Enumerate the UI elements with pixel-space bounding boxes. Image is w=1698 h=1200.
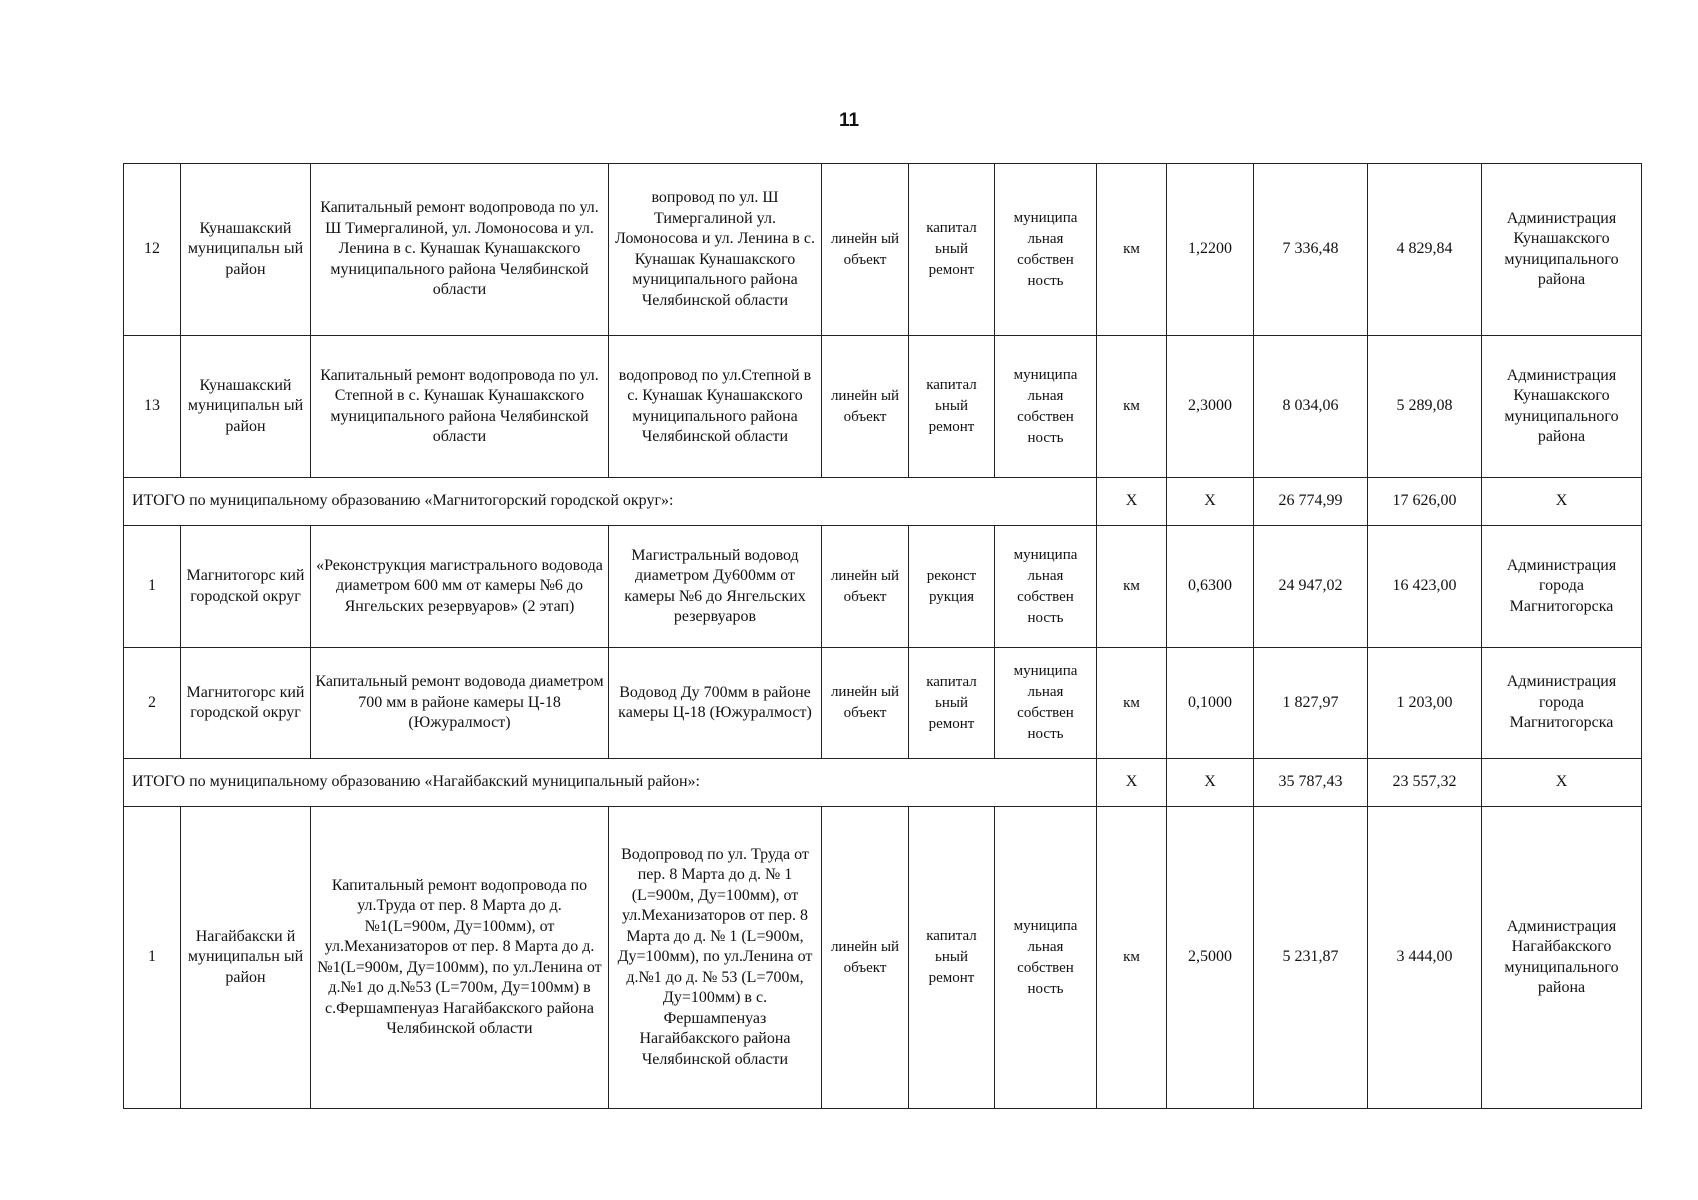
amount-cell: 1 203,00 xyxy=(1368,648,1482,759)
object-type-cell: линейн ый объект xyxy=(822,648,909,759)
project-name-cell: Капитальный ремонт водопровода по ул.Труда от пер. 8 Марта до д. №1(L=900м, Ду=100мм), от ул.Механизаторов от пер. 8 Марта до д. №1(L=900м, Ду=100мм), по ул.Ленина от д.№1 до д.№53 (L=700м, Ду=100мм) в с.Фершампенуаз Нагайбакского района Челябинской области xyxy=(311,807,609,1109)
unit-cell: Х xyxy=(1097,759,1167,807)
capacity-cell: 0,6300 xyxy=(1167,526,1254,648)
project-name-cell: Капитальный ремонт водопровода по ул. Степной в с. Кунашак Кунашакского муниципального района Челябинской области xyxy=(311,336,609,478)
total-cost-cell: 24 947,02 xyxy=(1254,526,1368,648)
customer-cell: Администрация города Магнитогорска xyxy=(1482,648,1642,759)
total-cost-cell: 35 787,43 xyxy=(1254,759,1368,807)
object-cell: Водопровод по ул. Труда от пер. 8 Марта до д. № 1 (L=900м, Ду=100мм), от ул.Механизаторов от пер. 8 Марта до д. № 1 (L=900м, Ду=100мм), по ул.Ленина от д.№1 до д. № 53 (L=700м, Ду=100мм) в с. Фершампенуаз Нагайбакского района Челябинской области xyxy=(609,807,822,1109)
ownership-cell: муниципа льная собствен ность xyxy=(995,164,1097,336)
row-number: 1 xyxy=(124,526,181,648)
work-type-cell: реконст рукция xyxy=(909,526,995,648)
capacity-cell: Х xyxy=(1167,759,1254,807)
object-cell: водопровод по ул.Степной в с. Кунашак Кунашакского муниципального района Челябинской области xyxy=(609,336,822,478)
object-cell: Водовод Ду 700мм в районе камеры Ц-18 (Южуралмост) xyxy=(609,648,822,759)
work-type-cell: капитал ьный ремонт xyxy=(909,164,995,336)
ownership-cell: муниципа льная собствен ность xyxy=(995,648,1097,759)
total-cost-cell: 26 774,99 xyxy=(1254,478,1368,526)
row-number: 2 xyxy=(124,648,181,759)
object-cell: Магистральный водовод диаметром Ду600мм от камеры №6 до Янгельских резервуаров xyxy=(609,526,822,648)
object-cell: вопровод по ул. Ш Тимергалиной ул. Ломоносова и ул. Ленина в с. Кунашак Кунашакского муниципального района Челябинской области xyxy=(609,164,822,336)
amount-cell: 16 423,00 xyxy=(1368,526,1482,648)
object-type-cell: линейн ый объект xyxy=(822,164,909,336)
object-type-cell: линейн ый объект xyxy=(822,807,909,1109)
row-number: 1 xyxy=(124,807,181,1109)
amount-cell: 23 557,32 xyxy=(1368,759,1482,807)
district-cell: Кунашакский муниципальн ый район xyxy=(181,164,311,336)
project-name-cell: «Реконструкция магистрального водовода диаметром 600 мм от камеры №6 до Янгельских резервуаров» (2 этап) xyxy=(311,526,609,648)
amount-cell: 5 289,08 xyxy=(1368,336,1482,478)
customer-cell: Администрация города Магнитогорска xyxy=(1482,526,1642,648)
capacity-cell: 1,2200 xyxy=(1167,164,1254,336)
district-cell: Нагайбакски й муниципальн ый район xyxy=(181,807,311,1109)
work-type-cell: капитал ьный ремонт xyxy=(909,336,995,478)
row-number: 13 xyxy=(124,336,181,478)
table-row xyxy=(124,648,1642,759)
capacity-cell: 2,5000 xyxy=(1167,807,1254,1109)
unit-cell: км xyxy=(1097,648,1167,759)
customer-cell: Администрация Кунашакского муниципального района xyxy=(1482,164,1642,336)
customer-cell: Администрация Кунашакского муниципального района xyxy=(1482,336,1642,478)
work-type-cell: капитал ьный ремонт xyxy=(909,807,995,1109)
object-type-cell: линейн ый объект xyxy=(822,336,909,478)
row-number: 12 xyxy=(124,164,181,336)
table-row xyxy=(124,336,1642,478)
district-cell: Магнитогорс кий городской округ xyxy=(181,648,311,759)
table-row xyxy=(124,164,1642,336)
project-name-cell: Капитальный ремонт водопровода по ул. Ш Тимергалиной, ул. Ломоносова и ул. Ленина в с. Кунашак Кунашакского муниципального района Челябинской области xyxy=(311,164,609,336)
total-label: ИТОГО по муниципальному образованию «Магнитогорский городской округ»: xyxy=(124,478,1097,526)
capacity-cell: 0,1000 xyxy=(1167,648,1254,759)
district-cell: Магнитогорс кий городской округ xyxy=(181,526,311,648)
unit-cell: км xyxy=(1097,336,1167,478)
table-row xyxy=(124,807,1642,1109)
object-type-cell: линейн ый объект xyxy=(822,526,909,648)
total-cost-cell: 1 827,97 xyxy=(1254,648,1368,759)
unit-cell: км xyxy=(1097,526,1167,648)
ownership-cell: муниципа льная собствен ность xyxy=(995,526,1097,648)
customer-cell: Х xyxy=(1482,478,1642,526)
ownership-cell: муниципа льная собствен ность xyxy=(995,807,1097,1109)
amount-cell: 17 626,00 xyxy=(1368,478,1482,526)
capacity-cell: 2,3000 xyxy=(1167,336,1254,478)
amount-cell: 3 444,00 xyxy=(1368,807,1482,1109)
district-cell: Кунашакский муниципальн ый район xyxy=(181,336,311,478)
total-cost-cell: 5 231,87 xyxy=(1254,807,1368,1109)
total-label: ИТОГО по муниципальному образованию «Нагайбакский муниципальный район»: xyxy=(124,759,1097,807)
total-row xyxy=(124,759,1642,807)
project-name-cell: Капитальный ремонт водовода диаметром 700 мм в районе камеры Ц-18 (Южуралмост) xyxy=(311,648,609,759)
amount-cell: 4 829,84 xyxy=(1368,164,1482,336)
total-cost-cell: 8 034,06 xyxy=(1254,336,1368,478)
unit-cell: км xyxy=(1097,807,1167,1109)
unit-cell: Х xyxy=(1097,478,1167,526)
customer-cell: Х xyxy=(1482,759,1642,807)
work-type-cell: капитал ьный ремонт xyxy=(909,648,995,759)
customer-cell: Администрация Нагайбакского муниципального района xyxy=(1482,807,1642,1109)
capacity-cell: Х xyxy=(1167,478,1254,526)
total-row xyxy=(124,478,1642,526)
capital-repair-table xyxy=(123,163,1642,1109)
ownership-cell: муниципа льная собствен ность xyxy=(995,336,1097,478)
unit-cell: км xyxy=(1097,164,1167,336)
page-number: 11 xyxy=(838,110,860,131)
table-row xyxy=(124,526,1642,648)
total-cost-cell: 7 336,48 xyxy=(1254,164,1368,336)
